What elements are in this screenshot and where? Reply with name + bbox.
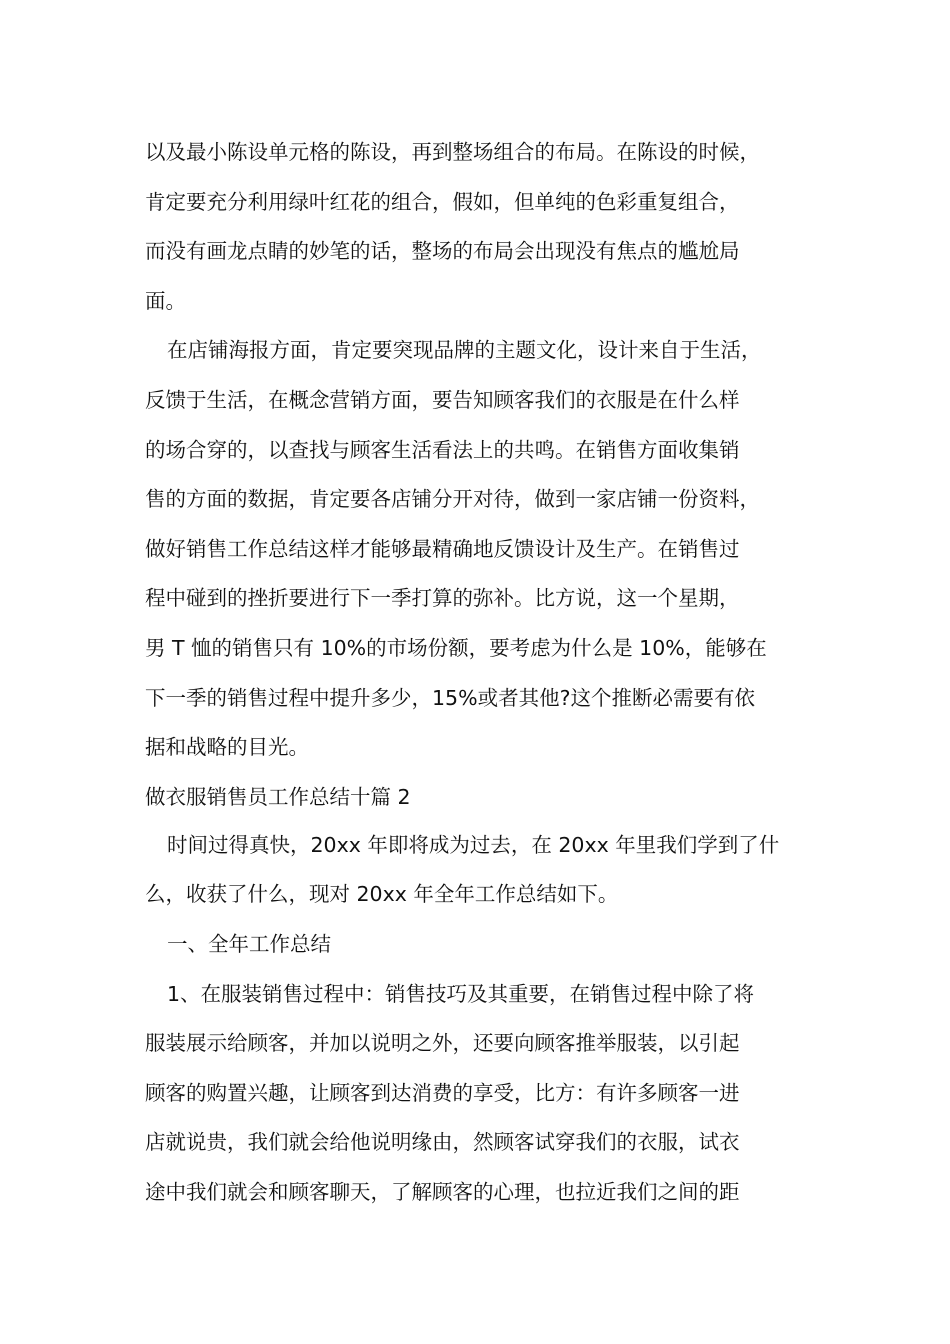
paragraph-start-line: 在店铺海报方面，肯定要突现品牌的主题文化，设计来自于生活， [167,338,762,363]
body-line: 售的方面的数据，肯定要各店铺分开对待，做到一家店铺一份资料， [145,487,760,512]
body-line: 而没有画龙点睛的妙笔的话，整场的布局会出现没有焦点的尴尬局 [145,239,740,264]
paragraph-start-line: 时间过得真快，20xx 年即将成为过去，在 20xx 年里我们学到了什 [167,832,780,857]
body-line: 的场合穿的，以查找与顾客生活看法上的共鸣。在销售方面收集销 [145,437,740,462]
body-line: 下一季的销售过程中提升多少，15%或者其他?这个推断必需要有依 [145,685,755,710]
section-heading: 做衣服销售员工作总结十篇 2 [145,784,411,809]
body-line: 做好销售工作总结这样才能够最精确地反馈设计及生产。在销售过 [145,536,740,561]
body-line: 以及最小陈设单元格的陈设，再到整场组合的布局。在陈设的时候， [145,140,760,164]
body-line: 途中我们就会和顾客聊天，了解顾客的心理，也拉近我们之间的距 [145,1179,740,1204]
body-line: 男 T 恤的销售只有 10%的市场份额，要考虑为什么是 10%，能够在 [145,635,767,660]
body-line: 反馈于生活，在概念营销方面，要告知顾客我们的衣服是在什么样 [145,387,740,412]
paragraph-start-line: 1、在服装销售过程中：销售技巧及其重要，在销售过程中除了将 [167,981,755,1006]
body-line: 据和战略的目光。 [145,735,309,760]
subsection-heading: 一、全年工作总结 [167,931,331,956]
body-line: 肯定要充分利用绿叶红花的组合，假如，但单纯的色彩重复组合， [145,189,740,214]
body-line: 服装展示给顾客，并加以说明之外，还要向顾客推举服装，以引起 [145,1031,740,1056]
body-line: 程中碰到的挫折要进行下一季打算的弥补。比方说，这一个星期， [145,586,740,611]
document-body [145,128,835,1217]
body-line: 么，收获了什么，现对 20xx 年全年工作总结如下。 [145,882,619,907]
body-line: 顾客的购置兴趣，让顾客到达消费的享受，比方：有许多顾客一进 [145,1080,740,1105]
body-line: 面。 [145,288,186,313]
body-line: 店就说贵，我们就会给他说明缘由，然顾客试穿我们的衣服，试衣 [145,1130,740,1155]
